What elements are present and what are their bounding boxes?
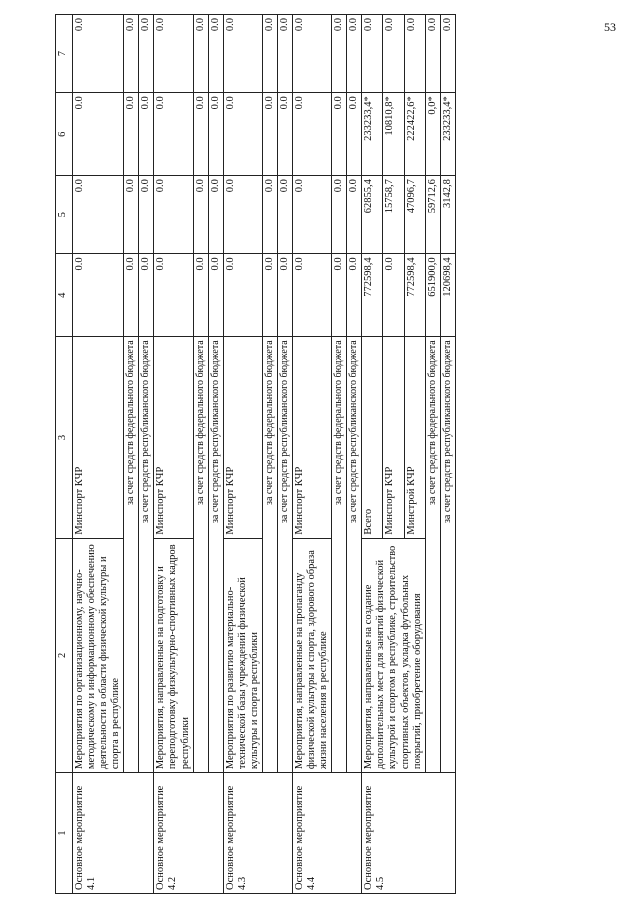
value-cell-c6: 10810,8* [383, 93, 404, 176]
measure-code: Основное мероприятие 4.2 [154, 773, 223, 894]
value-cell-c4: 0.0 [139, 254, 154, 337]
value-cell-c6: 0.0 [73, 93, 124, 176]
value-cell-c4: 0.0 [154, 254, 193, 337]
value-cell-c5: 0.0 [277, 176, 292, 254]
measure-name: Мероприятия по организационному, научно-методическому и информационному обеспечению деятельности в области физической культуры и спорта в республике [73, 538, 124, 773]
value-cell-c6: 0.0 [193, 93, 208, 176]
table-row [362, 15, 383, 894]
measure-code: Основное мероприятие 4.4 [293, 773, 362, 894]
value-cell-c7: 0.0 [262, 15, 277, 93]
value-cell-c6: 0.0 [293, 93, 332, 176]
value-cell-c6: 233233,4* [440, 93, 455, 176]
table-row [332, 15, 347, 894]
value-cell-c5: 0.0 [223, 176, 262, 254]
value-cell-c7: 0.0 [440, 15, 455, 93]
value-cell-c6: 233233,4* [362, 93, 383, 176]
value-cell-c7: 0.0 [362, 15, 383, 93]
value-cell-c6: 0.0 [277, 93, 292, 176]
funding-source: за счет средств федерального бюджета [425, 337, 440, 773]
value-cell-c5: 15758,7 [383, 176, 404, 254]
measure-code: Основное мероприятие 4.3 [223, 773, 292, 894]
value-cell-c4: 0.0 [383, 254, 404, 337]
value-cell-c5: 0.0 [347, 176, 362, 254]
executor: Всего [362, 337, 383, 538]
measure-name: Мероприятия, направленные на создание дополнительных мест для занятий физической культурой и спортом в республике, строительство спортивных объектов, укладка футбольных покрытий, приобретение оборудования [362, 538, 425, 773]
value-cell-c6: 0.0 [139, 93, 154, 176]
value-cell-c4: 0.0 [193, 254, 208, 337]
table-body [73, 15, 456, 894]
table-row [262, 15, 277, 894]
value-cell-c5: 0.0 [208, 176, 223, 254]
funding-source: за счет средств республиканского бюджета [139, 337, 154, 773]
value-cell-c7: 0.0 [223, 15, 262, 93]
executor: Минспорт КЧР [383, 337, 404, 538]
value-cell-c6: 0,0* [425, 93, 440, 176]
value-cell-c5: 0.0 [139, 176, 154, 254]
value-cell-c5: 0.0 [193, 176, 208, 254]
table-row [124, 15, 139, 894]
value-cell-c4: 0.0 [124, 254, 139, 337]
funding-source: за счет средств республиканского бюджета [208, 337, 223, 773]
value-cell-c7: 0.0 [139, 15, 154, 93]
table-row [293, 15, 332, 894]
value-cell-c4: 651900,0 [425, 254, 440, 337]
executor: Минспорт КЧР [73, 337, 124, 538]
value-cell-c4: 0.0 [223, 254, 262, 337]
header-cell: 1 [56, 773, 73, 894]
value-cell-c7: 0.0 [404, 15, 425, 93]
value-cell-c6: 0.0 [124, 93, 139, 176]
value-cell-c5: 0.0 [332, 176, 347, 254]
value-cell-c4: 0.0 [73, 254, 124, 337]
value-cell-c5: 62855,4 [362, 176, 383, 254]
header-row [56, 15, 73, 894]
header-cell: 7 [56, 15, 73, 93]
table-row [73, 15, 124, 894]
budget-table [55, 14, 456, 894]
executor: Минспорт КЧР [293, 337, 332, 538]
funding-source: за счет средств федерального бюджета [332, 337, 347, 773]
table-row [193, 15, 208, 894]
value-cell-c7: 0.0 [193, 15, 208, 93]
measure-name: Мероприятия по развитию материально-технической базы учреждений физической культуры и спорта республики [223, 538, 262, 773]
value-cell-c5: 59712,6 [425, 176, 440, 254]
value-cell-c6: 0.0 [154, 93, 193, 176]
value-cell-c7: 0.0 [124, 15, 139, 93]
value-cell-c4: 772598,4 [404, 254, 425, 337]
value-cell-c6: 0.0 [332, 93, 347, 176]
funding-source: за счет средств федерального бюджета [124, 337, 139, 773]
executor: Минспорт КЧР [223, 337, 262, 538]
table-row [347, 15, 362, 894]
funding-source: за счет средств республиканского бюджета [347, 337, 362, 773]
header-cell: 6 [56, 93, 73, 176]
value-cell-c4: 0.0 [293, 254, 332, 337]
value-cell-c5: 0.0 [124, 176, 139, 254]
value-cell-c5: 0.0 [73, 176, 124, 254]
header-cell: 3 [56, 337, 73, 538]
value-cell-c6: 222422,6* [404, 93, 425, 176]
value-cell-c5: 3142,8 [440, 176, 455, 254]
value-cell-c4: 772598,4 [362, 254, 383, 337]
executor: Минспорт КЧР [154, 337, 193, 538]
value-cell-c5: 47096,7 [404, 176, 425, 254]
table-row [208, 15, 223, 894]
table-row [277, 15, 292, 894]
value-cell-c7: 0.0 [277, 15, 292, 93]
measure-name: Мероприятия, направленные на подготовку и переподготовку физкультурно-спортивных кадров республики [154, 538, 193, 773]
value-cell-c4: 0.0 [262, 254, 277, 337]
value-cell-c7: 0.0 [425, 15, 440, 93]
page-number: 53 [604, 20, 616, 34]
value-cell-c4: 0.0 [347, 254, 362, 337]
table-row [139, 15, 154, 894]
table-row [223, 15, 262, 894]
value-cell-c6: 0.0 [223, 93, 262, 176]
value-cell-c4: 0.0 [208, 254, 223, 337]
header-cell: 5 [56, 176, 73, 254]
header-cell: 2 [56, 538, 73, 773]
funding-source: за счет средств республиканского бюджета [277, 337, 292, 773]
measure-code: Основное мероприятие 4.1 [73, 773, 154, 894]
value-cell-c6: 0.0 [262, 93, 277, 176]
value-cell-c4: 0.0 [332, 254, 347, 337]
value-cell-c4: 120698,4 [440, 254, 455, 337]
value-cell-c5: 0.0 [262, 176, 277, 254]
value-cell-c7: 0.0 [293, 15, 332, 93]
table-row [440, 15, 455, 894]
funding-source: за счет средств федерального бюджета [262, 337, 277, 773]
executor: Минстрой КЧР [404, 337, 425, 538]
value-cell-c6: 0.0 [347, 93, 362, 176]
table-row [425, 15, 440, 894]
value-cell-c6: 0.0 [208, 93, 223, 176]
measure-code: Основное мероприятие 4.5 [362, 773, 455, 894]
value-cell-c7: 0.0 [73, 15, 124, 93]
funding-source: за счет средств республиканского бюджета [440, 337, 455, 773]
value-cell-c5: 0.0 [293, 176, 332, 254]
value-cell-c7: 0.0 [208, 15, 223, 93]
value-cell-c5: 0.0 [154, 176, 193, 254]
measure-name: Мероприятия, направленные на пропаганду физической культуры и спорта, здорового образа жизни населения в республике [293, 538, 332, 773]
rotated-table-wrapper [55, 14, 625, 894]
value-cell-c7: 0.0 [383, 15, 404, 93]
funding-source: за счет средств федерального бюджета [193, 337, 208, 773]
table-row [154, 15, 193, 894]
value-cell-c7: 0.0 [154, 15, 193, 93]
header-cell: 4 [56, 254, 73, 337]
value-cell-c7: 0.0 [347, 15, 362, 93]
value-cell-c4: 0.0 [277, 254, 292, 337]
value-cell-c7: 0.0 [332, 15, 347, 93]
